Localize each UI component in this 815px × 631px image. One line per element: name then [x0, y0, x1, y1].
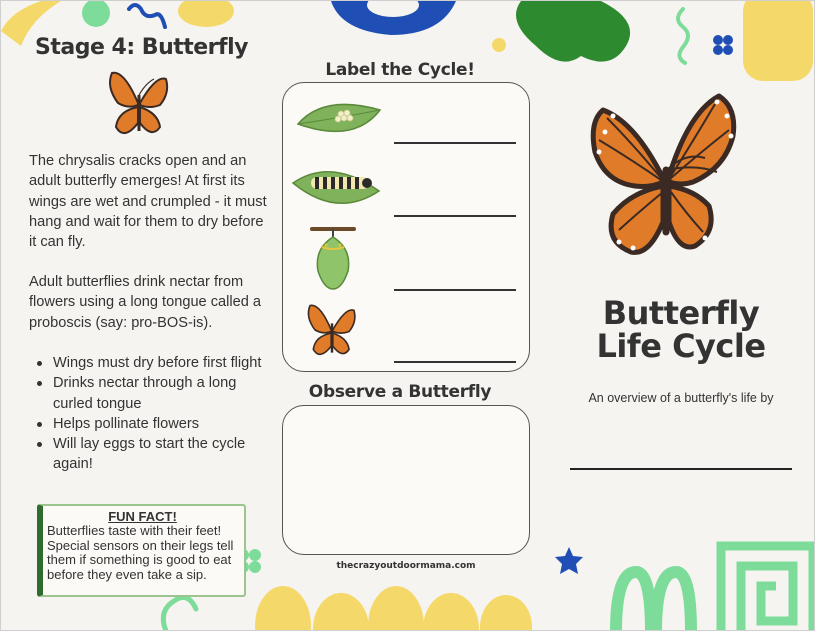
fun-fact-title: FUN FACT! [108, 509, 177, 524]
website-credit: thecrazyoutdoormama.com [336, 561, 476, 571]
butterfly-icon [302, 299, 362, 364]
label-line-butterfly[interactable] [394, 361, 516, 363]
eggs-on-leaf-icon [294, 100, 384, 145]
list-item: Helps pollinate flowers [33, 414, 269, 434]
list-item: Wings must dry before first flight [33, 353, 269, 373]
fun-fact-text: Butterflies taste with their feet! Special sensors on their legs tell them if something is good to eat before they even take a sip. [47, 523, 234, 582]
label-line-caterpillar[interactable] [394, 215, 516, 217]
observe-drawing-box[interactable] [282, 405, 530, 555]
main-title-line-1: Butterfly [602, 294, 760, 332]
fact-bullet-list [33, 353, 269, 475]
caterpillar-on-leaf-icon [291, 163, 381, 213]
butterfly-icon [104, 65, 174, 145]
list-item: Drinks nectar through a long curled tongue [33, 373, 269, 414]
fun-fact-box [37, 504, 246, 597]
stage-title: Stage 4: Butterfly [35, 35, 248, 60]
main-title [561, 294, 801, 365]
butterfly-icon [585, 92, 745, 272]
main-title-line-2: Life Cycle [596, 327, 766, 365]
paragraph-emerge: The chrysalis cracks open and an adult butterfly emerges! At first its wings are wet and crumpled - it must hang and wait for them to dry before it can fly. [29, 153, 267, 251]
observe-heading: Observe a Butterfly [308, 382, 492, 402]
paragraph-nectar: Adult butterflies drink nectar from flowers using a long tongue called a proboscis (say: pro-BOS-is). [29, 274, 262, 331]
label-line-chrysalis[interactable] [394, 289, 516, 291]
label-line-eggs[interactable] [394, 142, 516, 144]
label-cycle-heading: Label the Cycle! [325, 60, 475, 80]
overview-text: An overview of a butterfly's life by [588, 391, 774, 405]
author-name-line[interactable] [570, 468, 792, 470]
list-item: Will lay eggs to start the cycle again! [33, 434, 269, 475]
chrysalis-icon [308, 223, 358, 293]
